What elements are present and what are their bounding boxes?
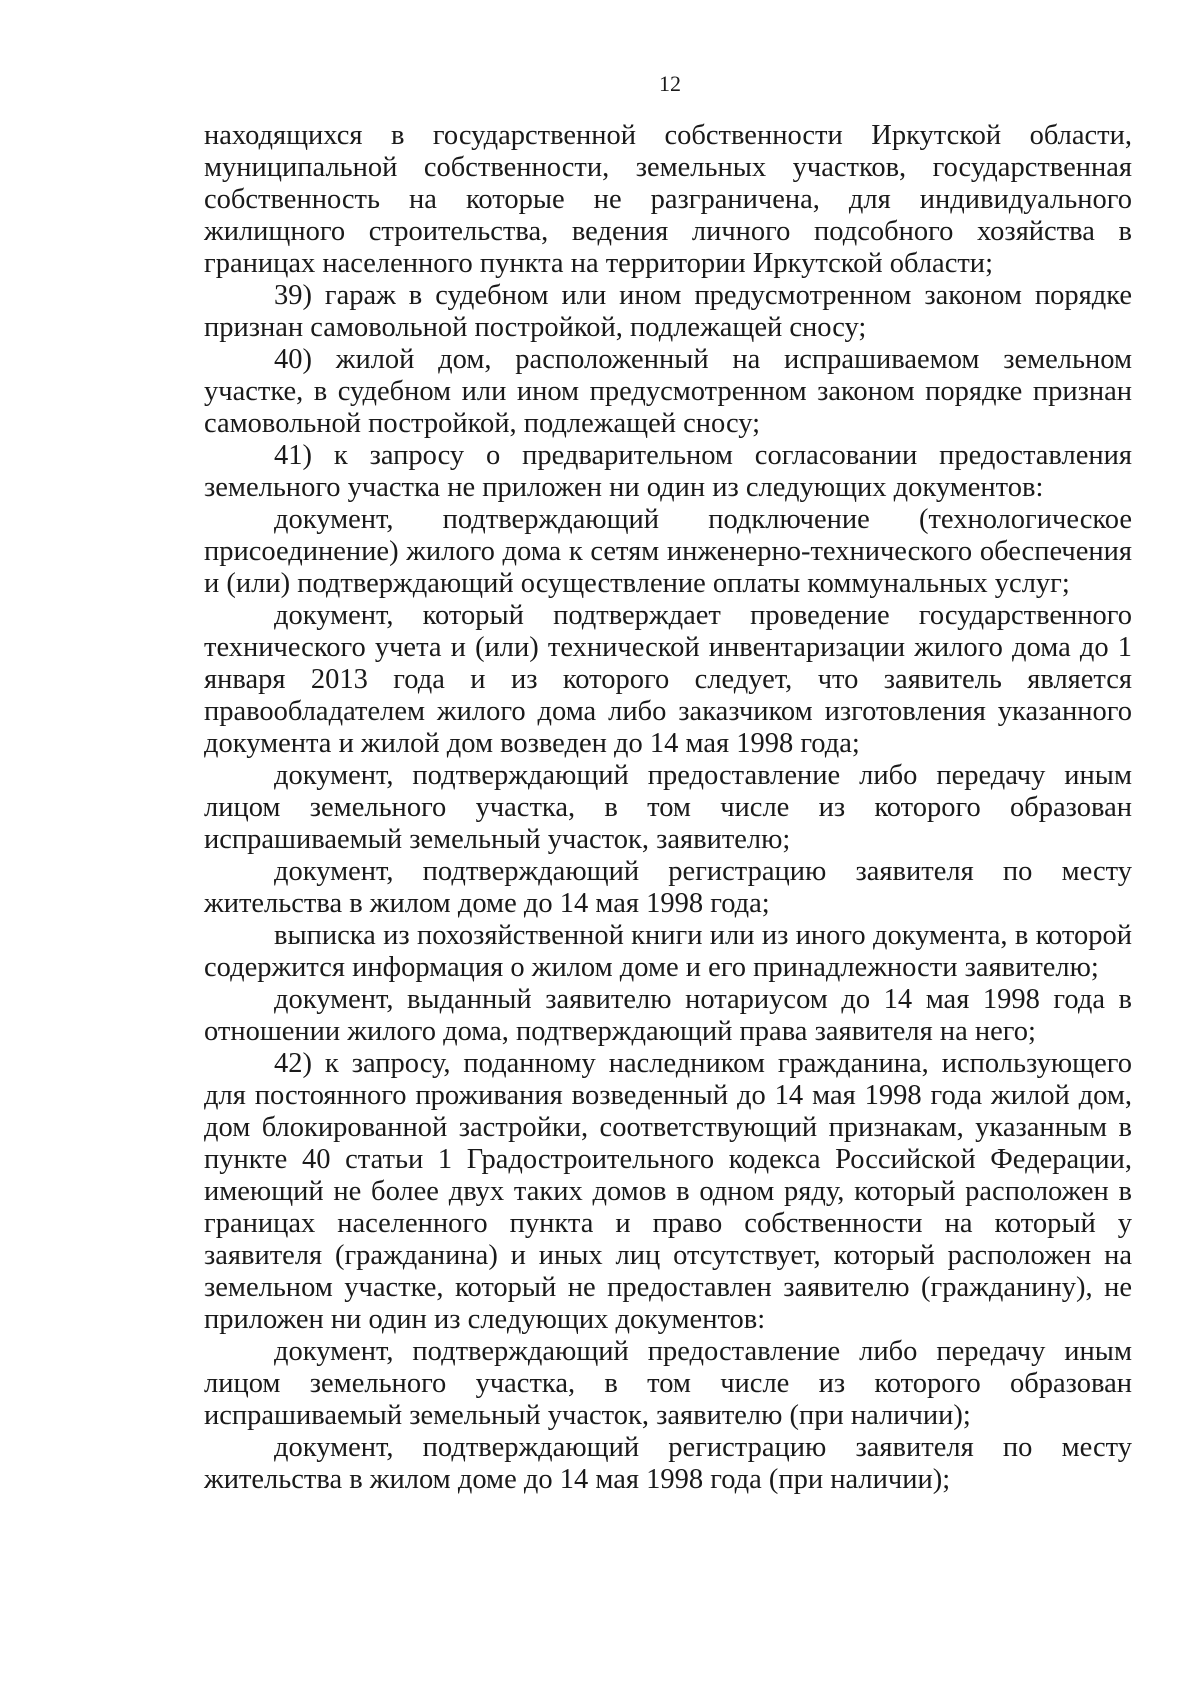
paragraph-item-42: 42) к запросу, поданному наследником гражданина, использующего для постоянного проживания возведенный до 14 мая 1998 года жилой дом, дом блокированной застройки, соответствующий признакам, указанным в пункте 40 статьи 1 Градостроительного кодекса Российской Федерации, имеющий не более двух таких домов в одном ряду, который расположен в границах населенного пункта и право собственности на который у заявителя (гражданина) и иных лиц отсутствует, который расположен на земельном участке, который не предоставлен заявителю (гражданину), не приложен ни один из следующих документов: (204, 1048, 1132, 1335)
paragraph-item-41-doc-5: выписка из похозяйственной книги или из иного документа, в которой содержится информация о жилом доме и его принадлежности заявителю; (204, 920, 1132, 983)
paragraph-item-41: 41) к запросу о предварительном согласовании предоставления земельного участка не приложен ни один из следующих документов: (204, 440, 1132, 503)
paragraph-item-42-doc-2: документ, подтверждающий регистрацию заявителя по месту жительства в жилом доме до 14 мая 1998 года (при наличии); (204, 1432, 1132, 1495)
paragraph-item-41-doc-1: документ, подтверждающий подключение (технологическое присоединение) жилого дома к сетям инженерно-технического обеспечения и (или) подтверждающий осуществление оплаты коммунальных услуг; (204, 504, 1132, 599)
paragraph-item-42-doc-1: документ, подтверждающий предоставление либо передачу иным лицом земельного участка, в том числе из которого образован испрашиваемый земельный участок, заявителю (при наличии); (204, 1336, 1132, 1431)
paragraph-item-41-doc-6: документ, выданный заявителю нотариусом до 14 мая 1998 года в отношении жилого дома, подтверждающий права заявителя на него; (204, 984, 1132, 1047)
paragraph-item-41-doc-2: документ, который подтверждает проведение государственного технического учета и (или) технической инвентаризации жилого дома до 1 января 2013 года и из которого следует, что заявитель является правообладателем жилого дома либо заказчиком изготовления указанного документа и жилой дом возведен до 14 мая 1998 года; (204, 600, 1132, 759)
document-body (204, 120, 1132, 1496)
paragraph-item-39: 39) гараж в судебном или ином предусмотренном законом порядке признан самовольной постройкой, подлежащей сносу; (204, 280, 1132, 343)
paragraph-1: находящихся в государственной собственности Иркутской области, муниципальной собственности, земельных участков, государственная собственность на которые не разграничена, для индивидуального жилищного строительства, ведения личного подсобного хозяйства в границах населенного пункта на территории Иркутской области; (204, 120, 1132, 279)
paragraph-item-41-doc-3: документ, подтверждающий предоставление либо передачу иным лицом земельного участка, в том числе из которого образован испрашиваемый земельный участок, заявителю; (204, 760, 1132, 855)
paragraph-item-41-doc-4: документ, подтверждающий регистрацию заявителя по месту жительства в жилом доме до 14 мая 1998 года; (204, 856, 1132, 919)
paragraph-item-40: 40) жилой дом, расположенный на испрашиваемом земельном участке, в судебном или ином предусмотренном законом порядке признан самовольной постройкой, подлежащей сносу; (204, 344, 1132, 439)
page-number: 12 (659, 71, 681, 96)
